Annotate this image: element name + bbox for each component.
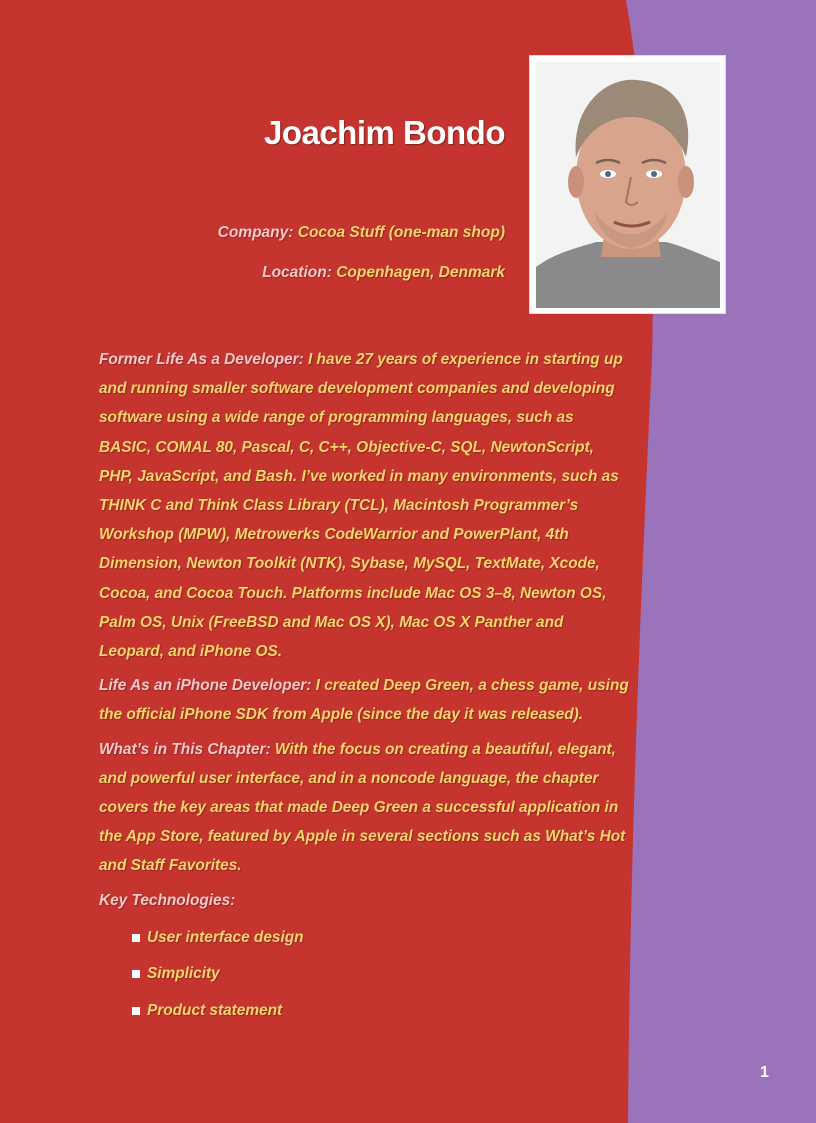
bullet-square-icon [132, 1007, 140, 1015]
iphone-dev-paragraph [99, 671, 629, 729]
key-technologies-heading: Key Technologies: [99, 891, 236, 909]
profile-body [99, 345, 629, 1029]
bullet-square-icon [132, 970, 140, 978]
former-life-label: Former Life As a Developer: [99, 351, 304, 368]
author-name-heading: Joachim Bondo [263, 114, 505, 151]
company-value: Cocoa Stuff (one-man shop) [297, 224, 505, 241]
location-label: Location: [262, 264, 332, 281]
chapter-text: With the focus on creating a beautiful, elegant, and powerful user interface, and in a noncode language, the chapter covers the key areas that made Deep Green a successful application in the App Store, featured by Apple in several sections such as What’s Hot and Staff Favorites. [99, 740, 626, 875]
chapter-paragraph [99, 735, 629, 881]
iphone-dev-text: I created Deep Green, a chess game, using the official iPhone SDK from Apple (since the day it was released). [99, 677, 629, 724]
company-label: Company: [217, 224, 294, 241]
key-tech-item: Simplicity [147, 965, 220, 983]
list-item [132, 993, 629, 1030]
bullet-square-icon [132, 934, 140, 942]
key-tech-item: User interface design [147, 928, 304, 946]
location-line [262, 264, 505, 282]
company-line [218, 224, 505, 242]
key-technologies-list [99, 920, 629, 1030]
list-item [132, 956, 629, 993]
chapter-label: What’s in This Chapter: [99, 740, 271, 758]
list-item [132, 920, 629, 957]
key-tech-item: Product statement [147, 1001, 283, 1019]
location-value: Copenhagen, Denmark [336, 264, 505, 281]
iphone-dev-label: Life As an iPhone Developer: [99, 677, 312, 695]
author-portrait-photo [529, 55, 726, 314]
former-life-paragraph [99, 345, 629, 666]
page-number: 1 [760, 1064, 769, 1081]
former-life-text: I have 27 years of experience in starting up and running smaller software development companies and developing software using a wide range of programming languages, such as BASIC, COMAL 80, Pascal, C, C++, Objective-C, SQL, NewtonScript, PHP, JavaScript, and Bash. I’ve worked in many environments, such as THINK C and Think Class Library (TCL), Macintosh Programmer’s Workshop (MPW), Metrowerks CodeWarrior and PowerPlant, 4th Dimension, Newton Toolkit (NTK), Sybase, MySQL, TextMate, Xcode, Cocoa, and Cocoa Touch. Platforms include Mac OS 3–8, Newton OS, Palm OS, Unix (FreeBSD and Mac OS X), Mac OS X Panther and Leopard, and iPhone OS. [99, 351, 623, 661]
